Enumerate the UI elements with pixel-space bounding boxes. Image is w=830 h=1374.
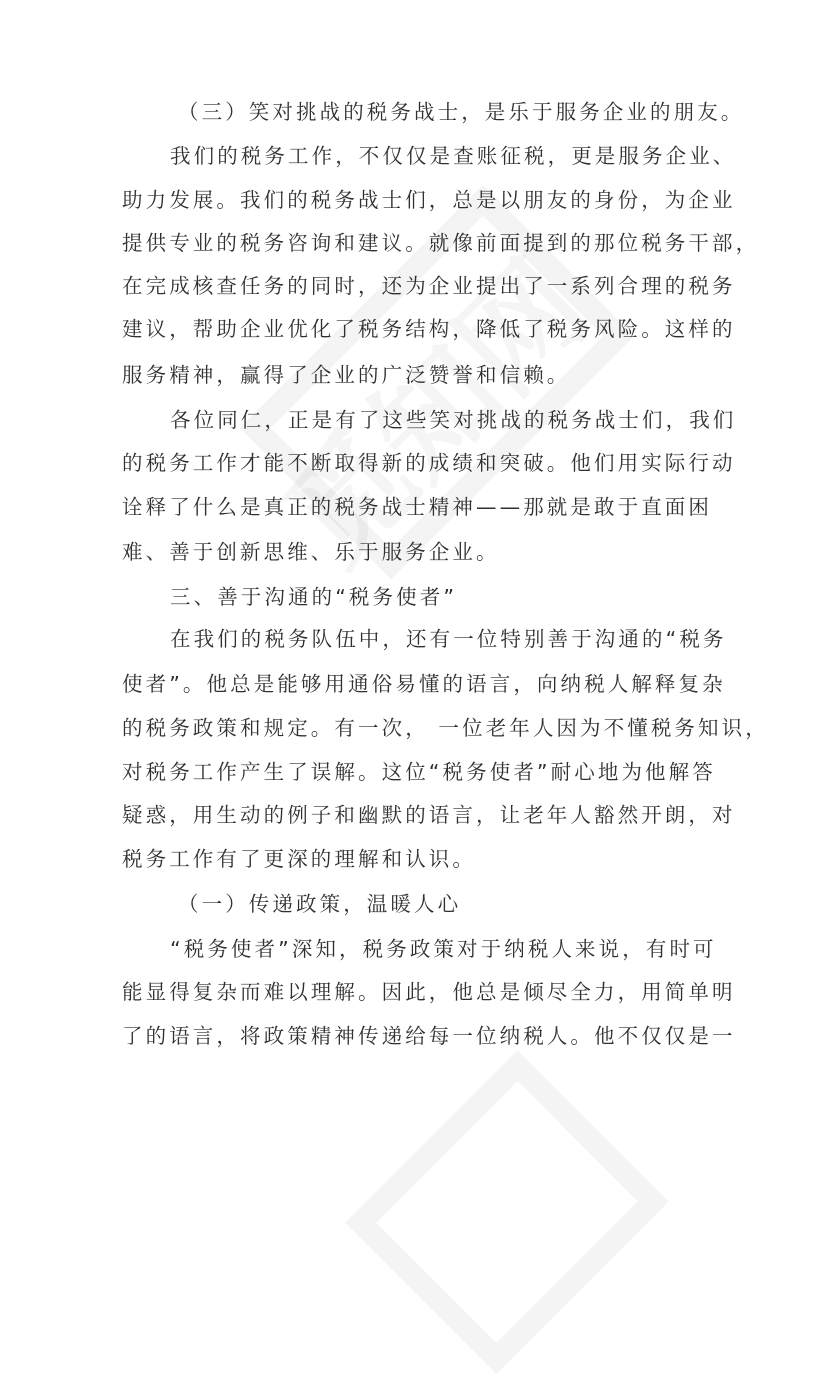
text-line: 对税务工作产生了误解。这位“税务使者”耐心地为他解答 xyxy=(122,760,716,784)
text-line: 建议，帮助企业优化了税务结构，降低了税务风险。这样的 xyxy=(122,317,736,341)
text-line: 诠释了什么是真正的税务战士精神——那就是敢于直面困 xyxy=(122,495,712,519)
text-line: 提供专业的税务咨询和建议。就像前面提到的那位税务干部， xyxy=(122,231,760,255)
text-line: 能显得复杂而难以理解。因此，他总是倾尽全力，用简单明 xyxy=(122,980,736,1004)
watermark-stamp-bottom xyxy=(345,1050,669,1374)
text-line: 的税务政策和规定。有一次， 一位老年人因为不懂税务知识， xyxy=(122,716,769,740)
text-line: “税务使者”深知，税务政策对于纳税人来说，有时可 xyxy=(170,937,717,961)
text-line: 了的语言，将政策精神传递给每一位纳税人。他不仅仅是一 xyxy=(122,1024,736,1048)
text-line: 疑惑，用生动的例子和幽默的语言，让老年人豁然开朗，对 xyxy=(122,803,736,827)
text-line: 各位同仁，正是有了这些笑对挑战的税务战士们，我们 xyxy=(170,408,737,432)
text-line: 在我们的税务队伍中，还有一位特别善于沟通的“税务 xyxy=(170,627,727,651)
text-line: 的税务工作才能不断取得新的成绩和突破。他们用实际行动 xyxy=(122,451,736,475)
text-line: （三）笑对挑战的税务战士，是乐于服务企业的朋友。 xyxy=(178,100,745,124)
text-line: 服务精神，赢得了企业的广泛赞誉和信赖。 xyxy=(122,363,571,387)
text-line: 在完成核查任务的同时，还为企业提出了一系列合理的税务 xyxy=(122,274,736,298)
text-line: 助力发展。我们的税务战士们，总是以朋友的身份，为企业 xyxy=(122,188,736,212)
text-line: 我们的税务工作，不仅仅是查账征税，更是服务企业、 xyxy=(170,144,737,168)
text-line: 三、善于沟通的“税务使者” xyxy=(170,585,458,609)
text-line: 税务工作有了更深的理解和认识。 xyxy=(122,847,476,871)
text-line: 使者”。他总是能够用通俗易懂的语言，向纳税人解释复杂 xyxy=(122,672,726,696)
text-line: （一）传递政策，温暖人心 xyxy=(178,892,462,916)
text-line: 难、善于创新思维、乐于服务企业。 xyxy=(122,540,500,564)
